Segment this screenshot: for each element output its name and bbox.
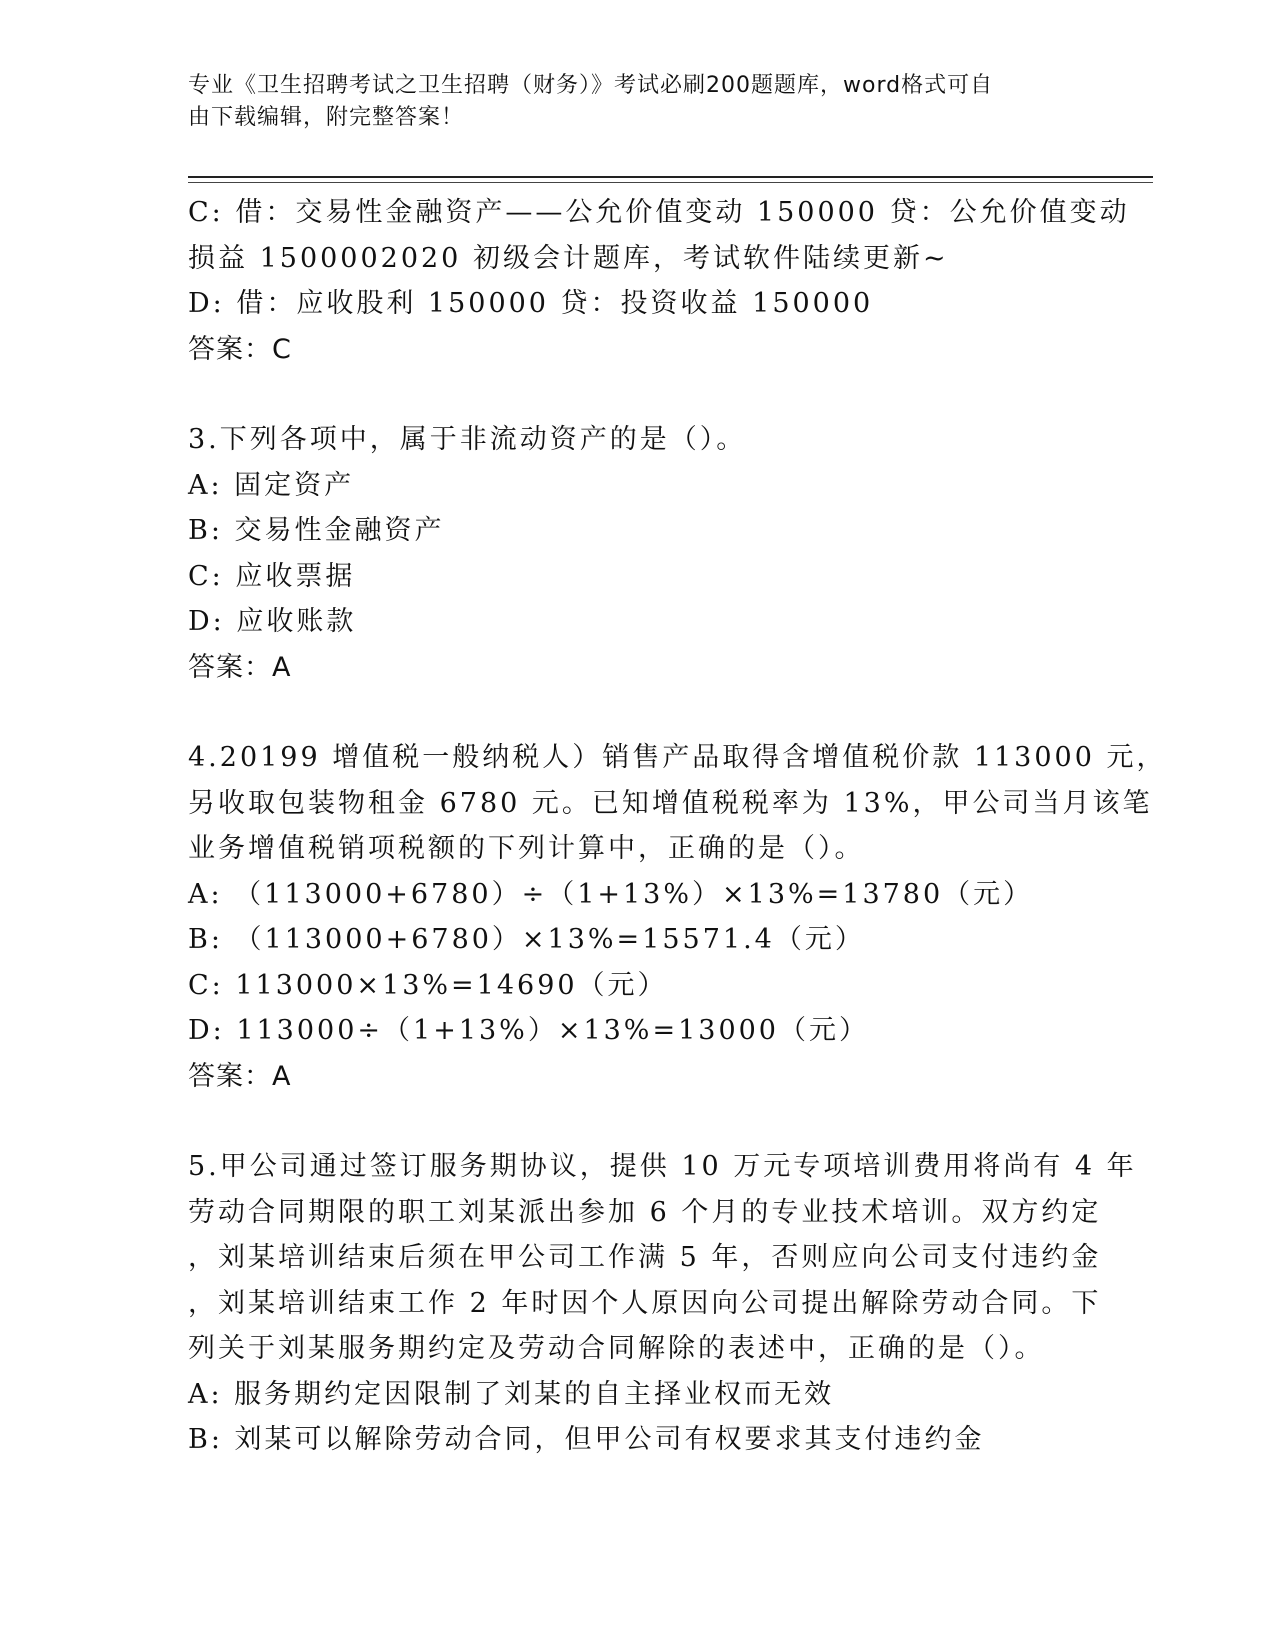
- question-text-line-5: 列关于刘某服务期约定及劳动合同解除的表述中，正确的是（）。: [188, 1333, 1045, 1364]
- question-2-tail: [188, 190, 1130, 372]
- question-text-line-3: ，刘某培训结束后须在甲公司工作满 5 年，否则应向公司支付违约金: [188, 1242, 1102, 1273]
- question-text: 3.下列各项中，属于非流动资产的是（）。: [188, 424, 747, 455]
- document-header: [188, 70, 1078, 134]
- option-c: C: 113000×13%=14690（元）: [188, 969, 668, 1001]
- question-text-line-1: 4.20199 增值税一般纳税人）销售产品取得含增值税价款 113000 元，: [188, 742, 1167, 773]
- answer: 答案：C: [188, 333, 292, 365]
- option-d: D: 借：应收股利 150000 贷：投资收益 150000: [188, 288, 874, 319]
- option-a: A: 服务期约定因限制了刘某的自主择业权而无效: [188, 1378, 835, 1410]
- document-body: [188, 190, 1167, 1463]
- option-b: B: 刘某可以解除劳动合同，但甲公司有权要求其支付违约金: [188, 1424, 985, 1455]
- option-d: D: 应收账款: [188, 606, 357, 637]
- question-text-line-2: 劳动合同期限的职工刘某派出参加 6 个月的专业技术培训。双方约定: [188, 1196, 1102, 1228]
- option-b: B: 交易性金融资产: [188, 515, 445, 546]
- option-c-line-1: C: 借：交易性金融资产——公允价值变动 150000 贷：公允价值变动: [188, 197, 1130, 228]
- question-text-line-1: 5.甲公司通过签订服务期协议，提供 10 万元专项培训费用将尚有 4 年: [188, 1151, 1137, 1182]
- header-divider-thick: [188, 176, 1153, 178]
- answer: 答案：A: [188, 651, 292, 683]
- option-d: D: 113000÷（1+13%）×13%=13000（元）: [188, 1015, 869, 1046]
- question-3: [188, 417, 1068, 690]
- question-text-line-3: 业务增值税销项税额的下列计算中，正确的是（）。: [188, 833, 865, 864]
- question-5: [188, 1144, 1137, 1463]
- header-line-2: 由下载编辑，附完整答案！: [188, 105, 465, 130]
- option-a: A: （113000+6780）÷（1+13%）×13%=13780（元）: [188, 878, 1034, 910]
- option-a: A: 固定资产: [188, 469, 355, 501]
- spacer: [188, 372, 1068, 417]
- option-b: B: （113000+6780）×13%=15571.4（元）: [188, 924, 865, 955]
- option-c-line-2: 损益 1500002020 初级会计题库，考试软件陆续更新~: [188, 242, 949, 274]
- answer: 答案：A: [188, 1060, 292, 1092]
- spacer: [188, 690, 1068, 735]
- header-line-1: 专业《卫生招聘考试之卫生招聘（财务）》考试必刷200题题库，word格式可自: [188, 73, 994, 98]
- option-c: C: 应收票据: [188, 560, 356, 592]
- spacer: [188, 1099, 1068, 1144]
- header-divider-thin: [188, 182, 1153, 183]
- question-text-line-2: 另收取包装物租金 6780 元。已知增值税税率为 13%，甲公司当月该笔: [188, 787, 1153, 819]
- question-4: [188, 735, 1167, 1099]
- question-text-line-4: ，刘某培训结束工作 2 年时因个人原因向公司提出解除劳动合同。下: [188, 1287, 1102, 1319]
